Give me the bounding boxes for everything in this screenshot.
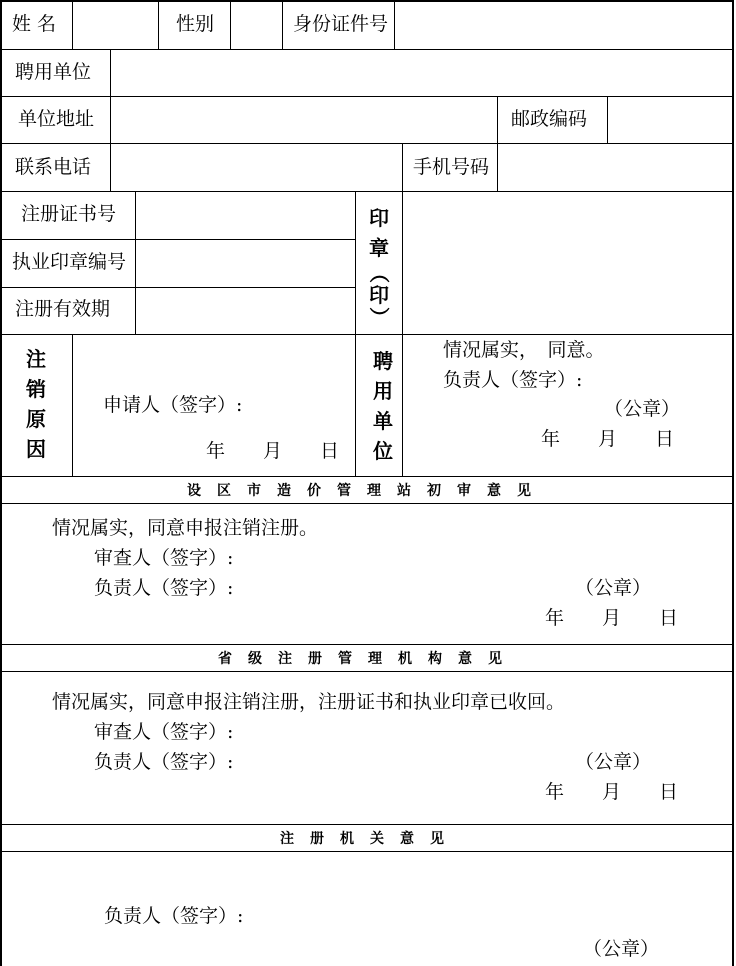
city-reviewer-signature: 审查人（签字）:	[94, 547, 234, 569]
seal-number-label: 执业印章编号	[12, 251, 127, 273]
char: 因	[26, 437, 46, 461]
city-date: 年 月 日	[545, 607, 679, 629]
reason-vertical-label	[24, 344, 48, 464]
row-divider	[0, 824, 734, 825]
cert-number-label: 注册证书号	[21, 203, 117, 225]
char: 用	[373, 379, 393, 403]
char: 单	[373, 409, 393, 433]
char: 印	[369, 206, 389, 230]
col-divider	[355, 191, 356, 476]
col-divider	[230, 0, 231, 49]
gender-label: 性别	[176, 13, 215, 35]
applicant-date: 年 月 日	[206, 440, 340, 462]
seal-vertical-label	[367, 203, 391, 327]
char: 注	[26, 347, 46, 371]
province-seal: （公章）	[575, 751, 652, 773]
city-head-signature: 负责人（签字）:	[94, 577, 234, 599]
col-divider	[402, 143, 403, 191]
row-divider	[0, 334, 734, 335]
row-divider	[0, 476, 734, 477]
char: 印	[369, 283, 389, 307]
city-seal: （公章）	[575, 577, 652, 599]
province-date: 年 月 日	[545, 781, 679, 803]
col-divider	[158, 0, 159, 49]
row-divider	[0, 644, 734, 645]
id-number-label: 身份证件号	[293, 13, 389, 35]
employer-opinion: 情况属实， 同意。	[443, 339, 605, 361]
col-divider	[110, 49, 111, 191]
row-divider	[0, 191, 734, 192]
col-divider	[394, 0, 395, 49]
col-divider	[607, 96, 608, 143]
province-opinion: 情况属实，同意申报注销注册，注册证书和执业印章已收回。	[52, 691, 566, 713]
employer-label: 聘用单位	[15, 61, 92, 83]
registry-seal: （公章）	[583, 938, 660, 960]
col-divider	[72, 0, 73, 49]
col-divider	[72, 334, 73, 476]
char: 销	[26, 377, 46, 401]
city-opinion: 情况属实，同意申报注销注册。	[52, 517, 319, 539]
char: （	[367, 263, 391, 283]
province-review-heading: 省级注册管理机构意见	[218, 651, 518, 667]
col-divider	[402, 191, 403, 476]
address-label: 单位地址	[18, 108, 95, 130]
city-review-heading: 设区市造价管理站初审意见	[187, 483, 547, 499]
employer-vertical-label	[371, 346, 395, 466]
char: 章	[369, 236, 389, 260]
validity-label: 注册有效期	[15, 298, 111, 320]
employer-seal: （公章）	[604, 398, 681, 420]
row-divider	[0, 851, 734, 852]
province-head-signature: 负责人（签字）:	[94, 751, 234, 773]
col-divider	[135, 191, 136, 334]
row-divider	[0, 503, 734, 504]
char: 聘	[373, 349, 393, 373]
char: 位	[373, 439, 393, 463]
col-divider	[497, 143, 498, 191]
applicant-signature-label: 申请人（签字）:	[103, 394, 243, 416]
employer-date: 年 月 日	[541, 428, 675, 450]
row-divider	[0, 671, 734, 672]
registry-head-signature: 负责人（签字）:	[104, 905, 244, 927]
char: 原	[26, 407, 46, 431]
employer-head-signature: 负责人（签字）:	[443, 369, 583, 391]
row-divider	[0, 287, 355, 288]
mobile-label: 手机号码	[413, 156, 490, 178]
col-divider	[497, 96, 498, 143]
province-reviewer-signature: 审查人（签字）:	[94, 721, 234, 743]
postcode-label: 邮政编码	[511, 108, 588, 130]
char: ）	[367, 307, 391, 327]
col-divider	[282, 0, 283, 49]
name-label: 姓 名	[12, 13, 57, 35]
row-divider	[0, 239, 355, 240]
phone-label: 联系电话	[15, 156, 92, 178]
registry-heading: 注册机关意见	[280, 831, 460, 847]
